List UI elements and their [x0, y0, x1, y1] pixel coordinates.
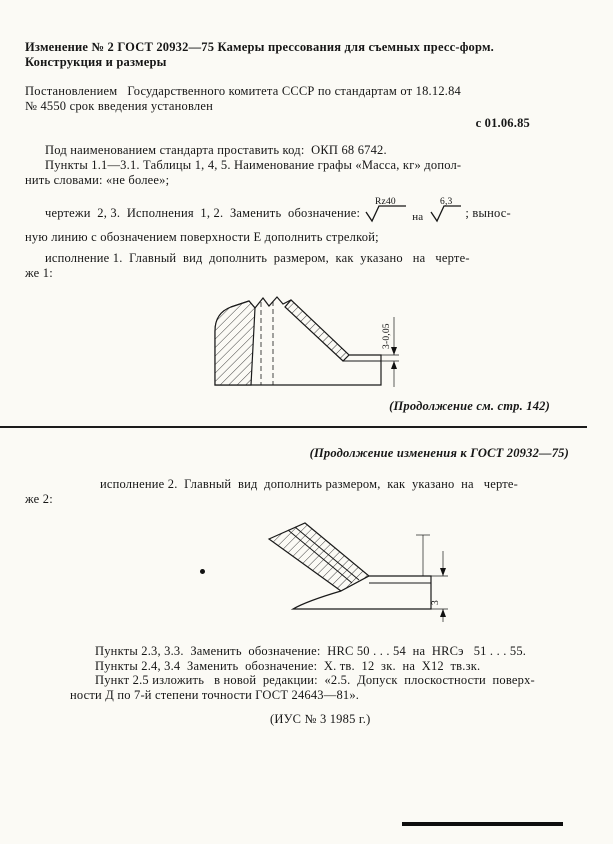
paragraph-2-5-line-1: Пункт 2.5 изложить в новой редакции: «2.5. Допуск плоскостности поверх- — [95, 673, 535, 687]
paragraph-2-3: Пункты 2.3, 3.3. Заменить обозначение: HRC 50 . . . 54 на HRCэ 51 . . . 55. — [95, 644, 527, 658]
paragraph-tables-line-2: нить словами: «не более»; — [25, 173, 170, 187]
figure-1-drawing — [197, 289, 412, 391]
title-line-2: Конструкция и размеры — [25, 55, 167, 69]
closing-paragraphs — [70, 644, 585, 702]
paragraph-drawings-line-1 — [25, 197, 585, 229]
document-title — [25, 40, 585, 70]
roughness-mark-old-icon — [362, 195, 408, 227]
decree-line-2: № 4550 срок введения установлен — [25, 99, 214, 113]
figure-1 — [197, 289, 585, 395]
paragraph-execution-1-line-2: же 1: — [25, 266, 53, 280]
figure-1-dimension-label: 3-0,05 — [382, 323, 392, 349]
footer-rule — [402, 822, 563, 826]
page-separator-rule — [0, 426, 587, 428]
title-line-1: Изменение № 2 ГОСТ 20932—75 Камеры прессования для съемных пресс-форм. — [25, 40, 495, 54]
paragraph-execution-1 — [25, 251, 585, 281]
stray-dot — [200, 569, 205, 574]
paragraph-drawings-line-2: ную линию с обозначением поверхности Е дополнить стрелкой; — [25, 230, 379, 244]
roughness-old-value: Rz40 — [375, 197, 397, 207]
paragraph-execution-1-line-1: исполнение 1. Главный вид дополнить размером, как указано на черте- — [45, 251, 470, 265]
effective-date: с 01.06.85 — [475, 116, 530, 130]
paragraph-execution-2-line-1: исполнение 2. Главный вид дополнить размером, как указано на черте- — [100, 477, 519, 491]
paragraph-okp-code: Под наименованием стандарта проставить код: ОКП 68 6742. — [45, 143, 387, 157]
decree-line-1: Постановлением Государственного комитета СССР по стандартам от 18.12.84 — [25, 84, 461, 98]
ius-note: (ИУС № 3 1985 г.) — [270, 712, 371, 726]
paragraph-execution-2 — [25, 477, 585, 507]
figure-2-dimension-label: 3 — [431, 600, 441, 605]
decree-paragraph — [25, 84, 585, 114]
paragraph-drawings-prefix: чертежи 2, 3. Исполнения 1, 2. Заменить обозначение: — [45, 205, 361, 220]
roughness-new-value: 6,3 — [440, 197, 453, 207]
figure-2-drawing — [245, 519, 460, 624]
paragraph-2-5-line-2: ности Д по 7-й степени точности ГОСТ 24643—81». — [70, 687, 360, 702]
roughness-conjunction: на — [412, 210, 424, 223]
paragraph-2-4: Пункты 2.4, 3.4 Заменить обозначение: Х. тв. 12 зк. на Х12 тв.зк. — [95, 658, 481, 673]
paragraph-drawings-suffix: ; вынос- — [465, 205, 511, 220]
continuation-note: (Продолжение см. стр. 142) — [389, 399, 550, 413]
paragraph-tables-line-1: Пункты 1.1—3.1. Таблицы 1, 4, 5. Наименование графы «Масса, кг» допол- — [45, 158, 462, 172]
continuation-header: (Продолжение изменения к ГОСТ 20932—75) — [309, 446, 569, 460]
paragraph-tables — [25, 158, 585, 188]
roughness-mark-new-icon — [427, 195, 463, 227]
figure-2 — [245, 519, 585, 628]
paragraph-execution-2-line-2: же 2: — [25, 492, 53, 506]
